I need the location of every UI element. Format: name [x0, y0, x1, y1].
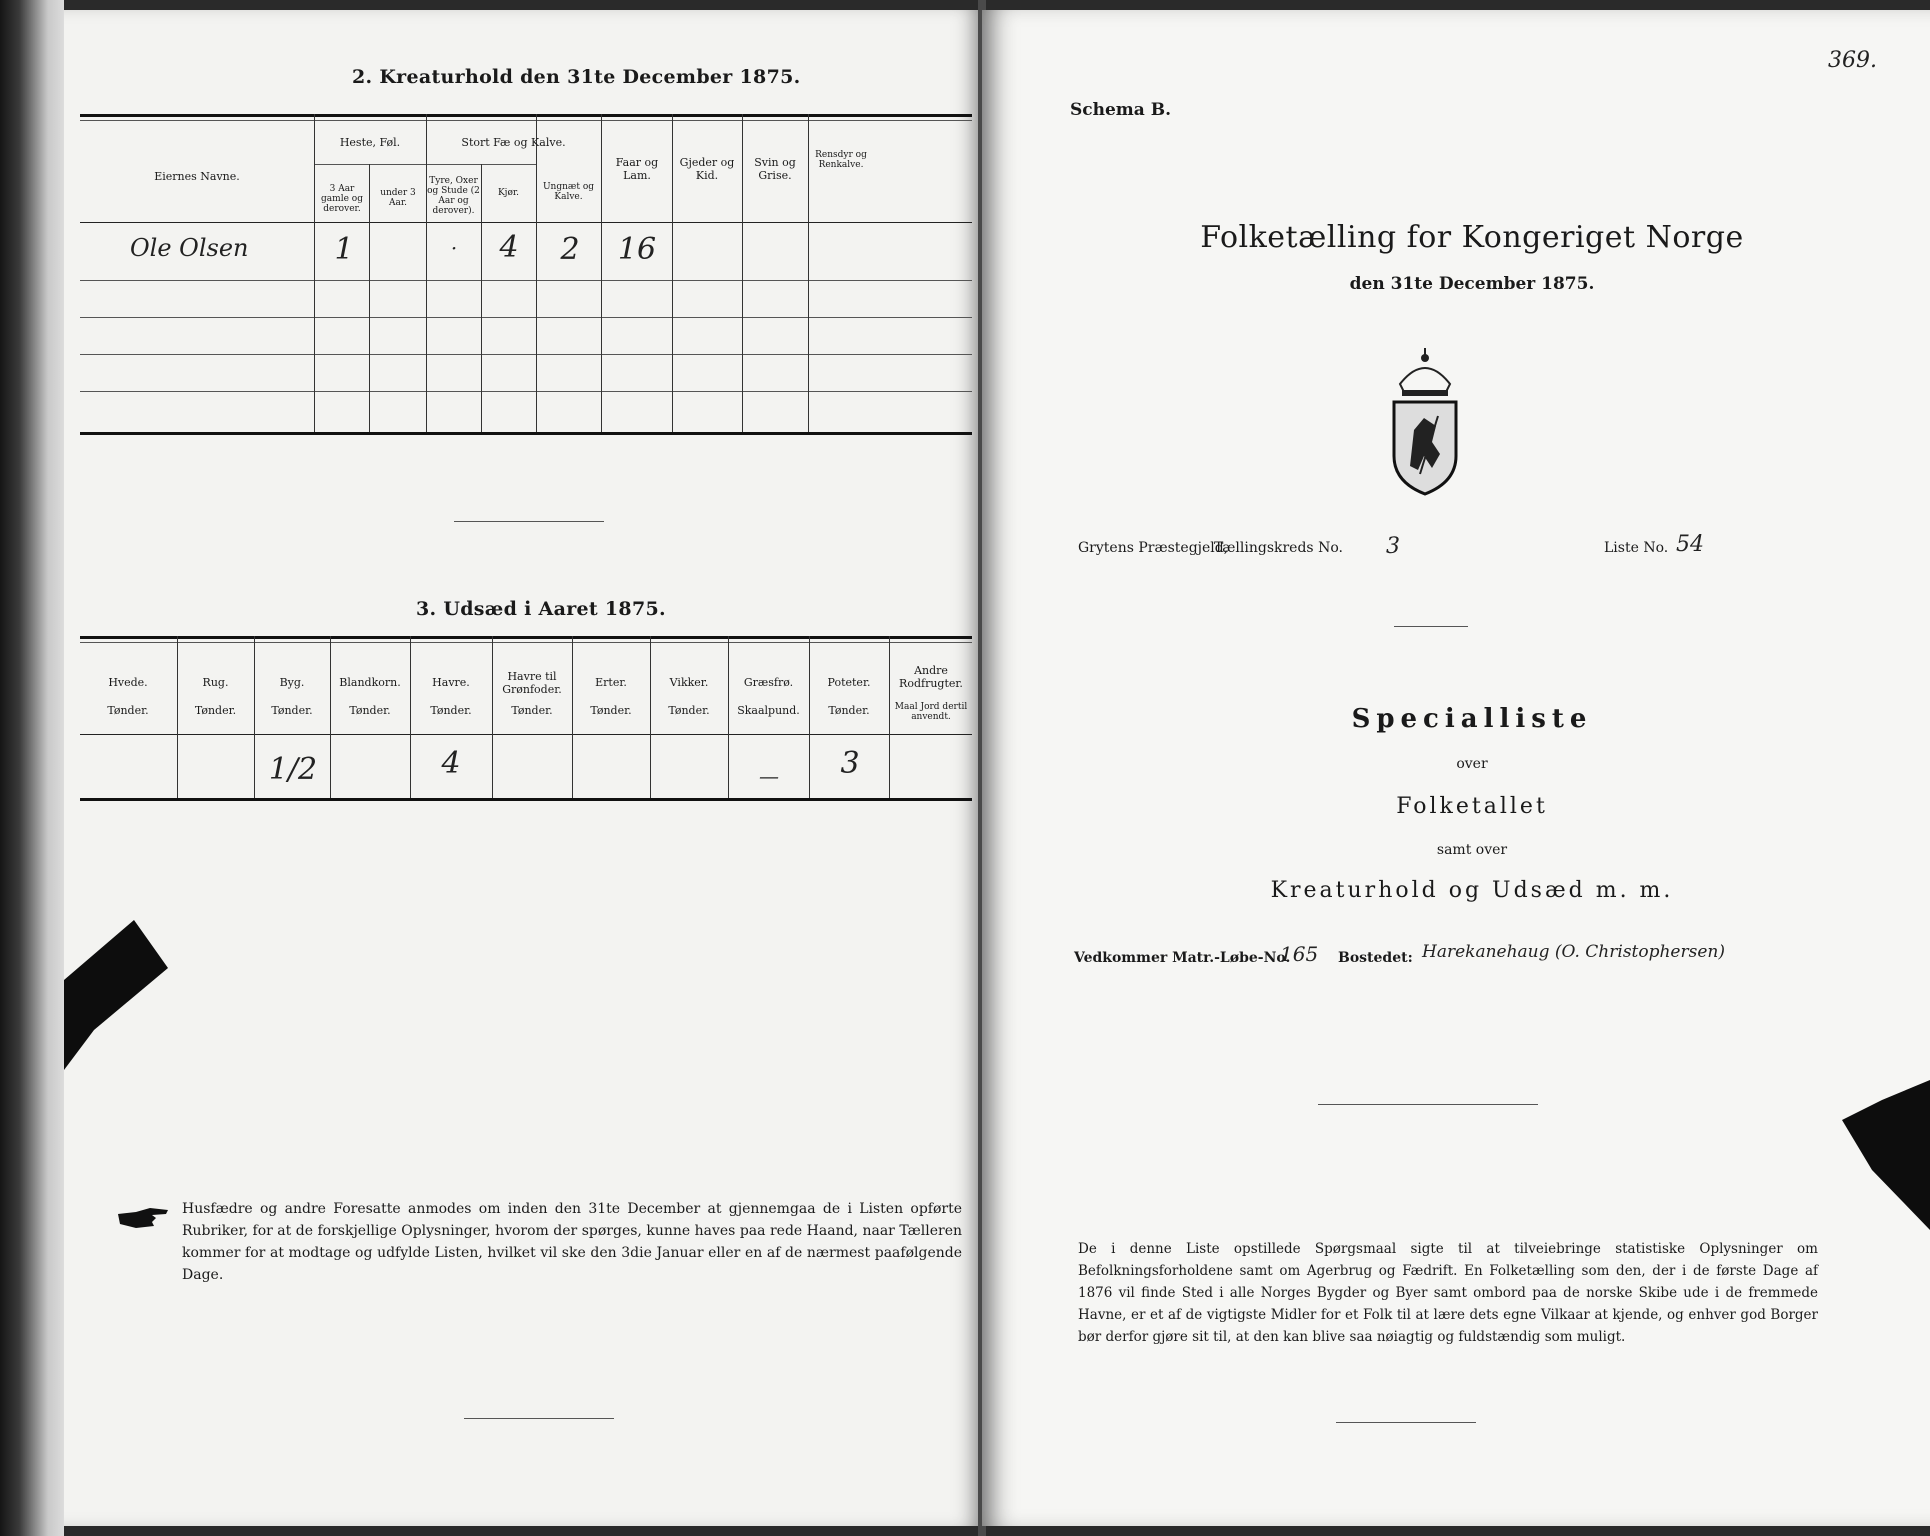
table-top-rule-2	[80, 120, 972, 121]
havre-value: 4	[441, 746, 461, 781]
column-rule	[809, 636, 810, 798]
column-rule	[572, 636, 573, 798]
unit-hvede: Tønder.	[107, 704, 149, 717]
column-rule	[426, 114, 427, 432]
horses-old-value: 1	[334, 232, 354, 267]
footer-text: De i denne Liste opstillede Spørgsmaal sigte til at tilveiebringe statistiske Oplysninger om Befolkningsforholdene samt om Agerbrug og Fædrift. En Folketælling som den, der i de første Dage af 1876 vil finde Sted i alle Norges Bygder og Byer samt ombord paa de norske Skibe ude i de fremmede Havne, er et af de vigtigste Midler for et Folk til at lære dets egne Vilkaar at kjende, og enhver god Borger bør derfor gjøre sit til, at den kan blive saa nøiagtig og fuldstændig som muligt.	[1078, 1241, 1818, 1345]
column-rule	[672, 114, 673, 432]
unit-vikker: Tønder.	[668, 704, 710, 717]
header-horses-young: under 3 Aar.	[380, 188, 416, 208]
coat-of-arms-icon	[1380, 346, 1470, 496]
bottom-divider-right	[1336, 1422, 1476, 1423]
header-horses-old: 3 Aar gamle og derover.	[321, 184, 363, 214]
special-title: Specialliste	[1351, 704, 1593, 734]
sheep-value: 16	[617, 232, 657, 267]
unit-graesfro: Skaalpund.	[737, 704, 800, 717]
column-rule	[650, 636, 651, 798]
header-cattle: Stort Fæ og Kalve.	[461, 136, 566, 149]
unit-poteter: Tønder.	[828, 704, 870, 717]
column-rule	[728, 636, 729, 798]
column-rule	[742, 114, 743, 432]
title-divider	[1394, 626, 1468, 627]
unit-rug: Tønder.	[194, 704, 237, 717]
header-goats: Gjeder og Kid.	[679, 156, 735, 182]
right-page	[982, 10, 1930, 1526]
header-young-cattle: Ungnæt og Kalve.	[542, 182, 595, 202]
col-andre-rodfrugter: Andre Rodfrugter.	[899, 664, 963, 690]
column-rule	[808, 114, 809, 432]
col-poteter: Poteter.	[827, 676, 871, 689]
poteter-value: 3	[840, 746, 860, 781]
col-hvede: Hvede.	[108, 676, 148, 689]
bookmark-tab-right	[1812, 1060, 1930, 1230]
unit-byg: Tønder.	[271, 704, 313, 717]
notice-text: Husfædre og andre Foresatte anmodes om inden den 31te December at gjennemgaa de i Listen opførte Rubriker, for at de forskjellige Oplysninger, hvorom der spørges, kunne haves paa rede Haand, naar Tælleren kommer for at modtage og udfylde Listen, hvilket vil ske den 3die Januar eller en af de nærmest paafølgende Dage.	[182, 1201, 962, 1283]
column-rule	[536, 164, 537, 432]
samt-over: samt over	[1436, 842, 1508, 858]
over-1: over	[1456, 756, 1488, 772]
header-owner: Eiernes Navne.	[154, 170, 240, 183]
col-blandkorn: Blandkorn.	[339, 676, 401, 689]
bottom-divider	[464, 1418, 614, 1419]
table-top-rule	[80, 114, 972, 117]
row-rule	[80, 317, 972, 318]
subheader-rule	[314, 164, 536, 165]
main-title: Folketælling for Kongeriget Norge	[1200, 220, 1744, 255]
folketallet: Folketallet	[1396, 794, 1548, 819]
graesfro-value: —	[759, 764, 779, 788]
unit-blandkorn: Tønder.	[349, 704, 391, 717]
parish-label: Grytens Præstegjeld,	[1078, 540, 1229, 556]
pointing-hand-icon	[116, 1204, 170, 1232]
header-bottom-rule	[80, 222, 972, 223]
schema-label: Schema B.	[1070, 100, 1172, 120]
unit-erter: Tønder.	[590, 704, 632, 717]
book-spine	[0, 0, 64, 1536]
row-rule	[80, 391, 972, 392]
district-value: 3	[1386, 534, 1400, 559]
col-erter: Erter.	[595, 676, 627, 689]
unit-andre-rodfrugter: Maal Jord dertil anvendt.	[894, 702, 968, 722]
list-label: Liste No.	[1604, 540, 1669, 556]
col-vikker: Vikker.	[669, 676, 709, 689]
divider	[454, 521, 604, 522]
list-value: 54	[1676, 532, 1704, 557]
header-bulls: Tyre, Oxer og Stude (2 Aar og derover).	[427, 176, 480, 216]
bosted-label: Bostedet:	[1338, 950, 1413, 966]
column-rule	[330, 636, 331, 798]
column-rule	[177, 636, 178, 798]
cows-value: 4	[499, 230, 519, 265]
matr-label: Vedkommer Matr.-Løbe-No.	[1074, 950, 1291, 966]
page-number: 369.	[1828, 48, 1877, 73]
bookmark-tab	[64, 920, 184, 1090]
header-pigs: Svin og Grise.	[754, 156, 796, 182]
left-page	[64, 10, 982, 1526]
col-rug: Rug.	[202, 676, 229, 689]
row-rule	[80, 280, 972, 281]
col-graesfro: Græsfrø.	[743, 676, 794, 689]
header-reindeer: Rensdyr og Renkalve.	[815, 150, 867, 170]
section3-title: 3. Udsæd i Aaret 1875.	[416, 598, 666, 620]
table-bottom-rule	[80, 432, 972, 435]
column-rule	[492, 636, 493, 798]
column-rule	[254, 636, 255, 798]
section2-title: 2. Kreaturhold den 31te December 1875.	[352, 66, 801, 88]
main-date: den 31te December 1875.	[1349, 274, 1595, 294]
kreaturhold-title: Kreaturhold og Udsæd m. m.	[1270, 878, 1674, 903]
header-horses: Heste, Føl.	[339, 136, 401, 149]
bosted-value: Harekanehaug (O. Christophersen)	[1422, 942, 1725, 962]
col-byg: Byg.	[279, 676, 305, 689]
header-sheep: Faar og Lam.	[615, 156, 659, 182]
col-havre-gronfoder: Havre til Grønfoder.	[502, 670, 562, 696]
young-cattle-value: 2	[560, 232, 580, 267]
district-label: Tællingskreds No.	[1214, 540, 1343, 556]
table-bottom-rule	[80, 798, 972, 801]
row-rule	[80, 354, 972, 355]
column-rule	[314, 114, 315, 432]
owner-name: Ole Olsen	[130, 234, 249, 262]
matr-value: 165	[1280, 942, 1319, 966]
unit-havre-gronfoder: Tønder.	[511, 704, 553, 717]
header-bottom-rule	[80, 734, 972, 735]
table-top-rule	[80, 636, 972, 639]
header-cows: Kjør.	[497, 188, 520, 198]
bulls-value: ·	[450, 236, 458, 260]
column-rule	[410, 636, 411, 798]
lower-divider	[1318, 1104, 1538, 1105]
column-rule	[369, 164, 370, 432]
byg-value: 1/2	[268, 752, 318, 787]
column-rule	[481, 164, 482, 432]
column-rule	[601, 114, 602, 432]
unit-havre: Tønder.	[430, 704, 472, 717]
col-havre: Havre.	[432, 676, 470, 689]
table-top-rule-2	[80, 642, 972, 643]
